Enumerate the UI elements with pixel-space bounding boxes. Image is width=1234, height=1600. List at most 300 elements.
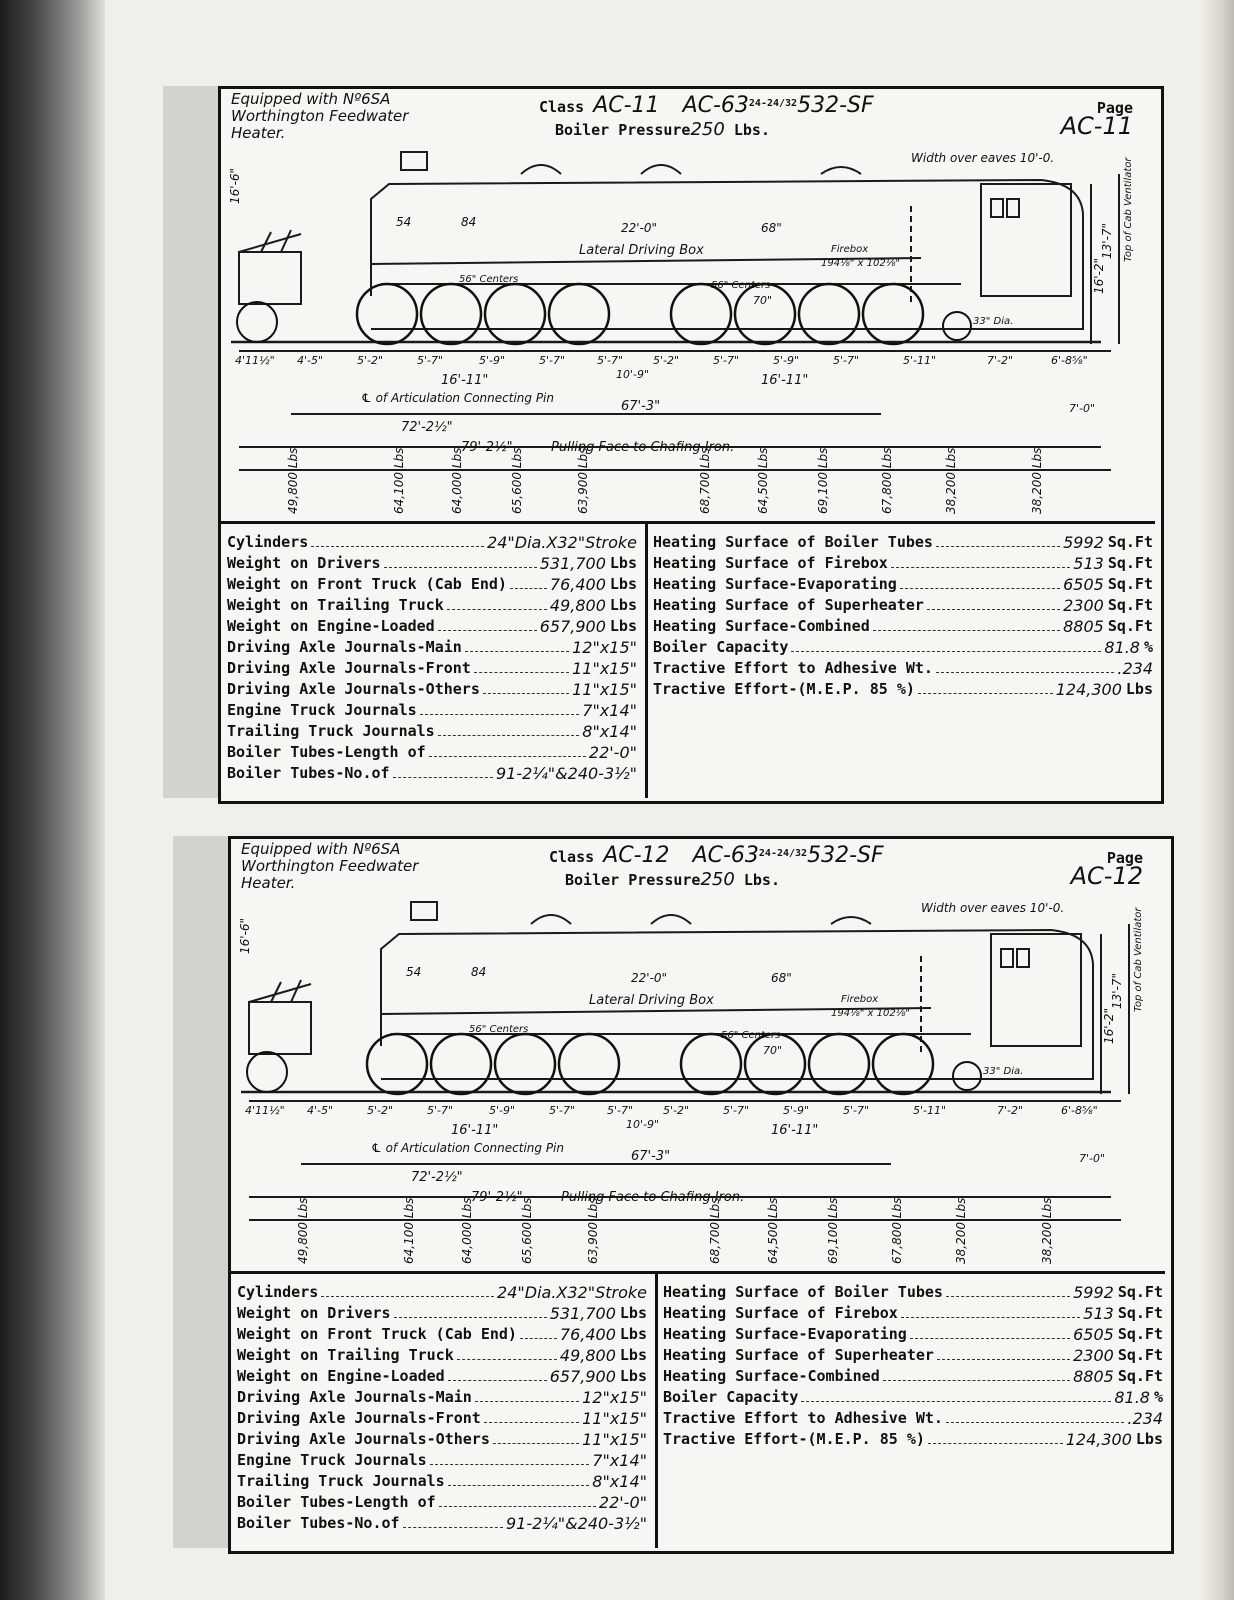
spec-value: 11"x15" [582, 1430, 647, 1449]
spec-label: Weight on Front Truck (Cab End) [227, 575, 507, 593]
spec-unit: Lbs [619, 1346, 647, 1364]
firebox-size: 194⅛" x 102⅛" [831, 1008, 911, 1019]
wheel-dia: 70" [763, 1044, 783, 1057]
spec-label: Cylinders [227, 533, 309, 551]
spec-label: Driving Axle Journals-Others [227, 680, 480, 698]
spec-label: Tractive Effort to Adhesive Wt. [653, 659, 933, 677]
spec-row [663, 1303, 1163, 1324]
spec-value: 657,900 [549, 1367, 616, 1386]
spec-row [653, 532, 1153, 553]
spec-label: Trailing Truck Journals [237, 1472, 445, 1490]
leader-dots [918, 679, 1053, 694]
spec-label: Engine Truck Journals [237, 1451, 427, 1469]
dimensions-table [227, 532, 637, 784]
cab [991, 934, 1081, 1046]
pulling-face-label: Pulling Face to Chafing Iron. [561, 1190, 745, 1205]
dim-54: 54 [396, 215, 412, 229]
locomotive-side-elevation [231, 894, 1165, 1270]
trailing-dia: 33" Dia. [973, 316, 1014, 327]
centers-rear: 56" Centers [721, 1030, 781, 1041]
leader-dots [873, 616, 1060, 631]
spec-unit: Lbs [609, 617, 637, 635]
table-divider [645, 524, 648, 798]
spec-label: Boiler Tubes-Length of [227, 743, 426, 761]
axle-load: 64,500 Lbs [756, 447, 770, 514]
spec-unit: Lbs [619, 1325, 647, 1343]
spec-row [653, 679, 1153, 700]
page-reference [1070, 849, 1143, 890]
spec-value: 531,700 [539, 554, 606, 573]
spec-label: Cylinders [237, 1283, 319, 1301]
spacing: 5'-2" [357, 354, 384, 367]
spec-unit: Sq.Ft [1117, 1283, 1163, 1301]
spec-row [663, 1429, 1163, 1450]
width-eaves-label: Width over eaves 10'-0. [921, 901, 1065, 915]
spec-row [237, 1387, 647, 1408]
spec-unit: % [1153, 1388, 1163, 1406]
dome-1 [531, 915, 571, 924]
articulation-pin-label: ℄ of Articulation Connecting Pin [361, 391, 554, 405]
spec-value: 11"x15" [572, 680, 637, 699]
dim-54: 54 [406, 965, 422, 979]
spacing: 4'-5" [307, 1104, 334, 1117]
overall-length: 79'-2½" [471, 1190, 523, 1205]
spec-value: 2300 [1073, 1346, 1114, 1365]
axle-load: 63,900 Lbs [576, 447, 590, 514]
spec-label: Tractive Effort-(M.E.P. 85 %) [663, 1430, 925, 1448]
height-cab: 13'-7" [1110, 972, 1124, 1009]
spec-value: .234 [1127, 1409, 1163, 1428]
artic-gap: 10'-9" [616, 368, 650, 381]
spec-row [663, 1282, 1163, 1303]
spec-value: 24"Dia.X32"Stroke [487, 533, 637, 552]
spec-row [227, 721, 637, 742]
spec-value: 81.8 [1114, 1388, 1150, 1407]
spec-row [227, 532, 637, 553]
driver-wheel [671, 284, 731, 344]
wheel-dia: 70" [753, 294, 773, 307]
spacing: 5'-2" [367, 1104, 394, 1117]
spec-value: 8805 [1063, 617, 1104, 636]
height-total: 16'-2" [1102, 1007, 1116, 1044]
spec-label: Heating Surface of Boiler Tubes [653, 533, 933, 551]
spacing: 7'-2" [997, 1104, 1024, 1117]
spec-row [653, 658, 1153, 679]
spec-value: 657,900 [539, 617, 606, 636]
dimensions-table [237, 1282, 647, 1534]
spec-label: Driving Axle Journals-Front [237, 1409, 481, 1427]
height-total: 16'-2" [1092, 257, 1106, 294]
leader-dots [910, 1324, 1070, 1339]
spec-unit: Sq.Ft [1107, 596, 1153, 614]
spec-row [237, 1408, 647, 1429]
driver-wheel [431, 1034, 491, 1094]
axle-load: 67,800 Lbs [880, 447, 894, 514]
spec-value: 2300 [1063, 596, 1104, 615]
note-line: Equipped with Nº6SA [241, 840, 401, 858]
spacing: 5'-7" [833, 354, 860, 367]
leader-dots [891, 553, 1070, 568]
axle-load: 69,100 Lbs [826, 1197, 840, 1264]
spec-value: 531,700 [549, 1304, 616, 1323]
spec-row [237, 1450, 647, 1471]
driver-wheel [357, 284, 417, 344]
smokestack [411, 902, 437, 920]
leader-dots [384, 553, 537, 568]
front-truck-wheel [247, 1052, 287, 1092]
leader-dots [946, 1408, 1124, 1423]
spec-row [663, 1345, 1163, 1366]
boiler-pressure [565, 869, 780, 890]
locomotive-card-1 [218, 86, 1164, 804]
spacing: 5'-7" [713, 354, 740, 367]
driver-wheel [735, 284, 795, 344]
spec-label: Driving Axle Journals-Main [227, 638, 462, 656]
driver-wheel [745, 1034, 805, 1094]
axle-load: 64,000 Lbs [460, 1197, 474, 1264]
spec-row [237, 1366, 647, 1387]
spec-label: Heating Surface-Combined [663, 1367, 880, 1385]
spacing: 4'11½" [245, 1104, 285, 1117]
trailing-wheel [953, 1062, 981, 1090]
leader-dots [474, 658, 569, 673]
axle-load: 38,200 Lbs [954, 1197, 968, 1264]
spacing: 7'-2" [987, 354, 1014, 367]
spec-label: Weight on Drivers [237, 1304, 391, 1322]
leader-dots [483, 679, 569, 694]
rear-overhang: 7'-0" [1079, 1152, 1106, 1165]
spacing: 6'-8⅝" [1061, 1104, 1098, 1117]
spec-row [663, 1324, 1163, 1345]
locomotive-card-2 [228, 836, 1174, 1554]
spec-row [227, 763, 637, 784]
spec-value: 8"x14" [582, 722, 637, 741]
spacing: 5'-7" [843, 1104, 870, 1117]
spec-value: 81.8 [1104, 638, 1140, 657]
pulling-face-label: Pulling Face to Chafing Iron. [551, 440, 735, 455]
leader-dots [484, 1408, 579, 1423]
spec-unit: Lbs [1135, 1430, 1163, 1448]
group-rear: 16'-11" [761, 373, 809, 388]
spec-value: 513 [1073, 554, 1104, 573]
driver-wheels [237, 284, 971, 344]
trailing-dia: 33" Dia. [983, 1066, 1024, 1077]
spec-unit: Sq.Ft [1107, 554, 1153, 572]
leader-dots [438, 616, 537, 631]
dome-3 [831, 917, 871, 924]
group-rear: 16'-11" [771, 1123, 819, 1138]
spec-value: 6505 [1073, 1325, 1114, 1344]
spec-unit: Lbs [619, 1304, 647, 1322]
spec-value: 22'-0" [598, 1493, 647, 1512]
class-label: Class [539, 98, 585, 116]
dome-2 [641, 165, 681, 174]
spec-label: Driving Axle Journals-Others [237, 1430, 490, 1448]
class-label: Class [549, 848, 595, 866]
spec-label: Tractive Effort-(M.E.P. 85 %) [653, 680, 915, 698]
axle-load: 67,800 Lbs [890, 1197, 904, 1264]
leader-dots [465, 637, 569, 652]
leader-dots [937, 1345, 1070, 1360]
centers-rear: 56" Centers [711, 280, 771, 291]
spacing: 5'-9" [479, 354, 506, 367]
spacing: 5'-11" [903, 354, 937, 367]
class-title [549, 843, 884, 868]
tender-top [239, 234, 301, 252]
spacing: 5'-9" [489, 1104, 516, 1117]
axle-load: 63,900 Lbs [586, 1197, 600, 1264]
stack-height: 16'-6" [238, 917, 252, 954]
wheel-spacings [245, 1104, 1098, 1117]
spacing: 5'-9" [783, 1104, 810, 1117]
firebox-label: Firebox [831, 244, 869, 255]
spec-label: Boiler Tubes-No.of [237, 1514, 400, 1532]
spec-value: 124,300 [1055, 680, 1122, 699]
feedwater-note [231, 91, 408, 142]
driver-wheel [559, 1034, 619, 1094]
leader-dots [420, 700, 580, 715]
feedwater-note [241, 841, 418, 892]
spec-unit: Sq.Ft [1117, 1325, 1163, 1343]
pressure-unit: Lbs. [743, 871, 780, 889]
tender-frame [239, 252, 301, 304]
spec-unit: Lbs [609, 575, 637, 593]
axle-load: 38,200 Lbs [1030, 447, 1044, 514]
leader-dots [457, 1345, 557, 1360]
spec-value: 5992 [1063, 533, 1104, 552]
leader-dots [928, 1429, 1063, 1444]
spec-row [227, 742, 637, 763]
leader-dots [439, 1492, 596, 1507]
firebox-label: Firebox [841, 994, 879, 1005]
spec-value: 91-2¼"&240-3½" [495, 764, 637, 783]
axle-load: 64,500 Lbs [766, 1197, 780, 1264]
note-line: Heater. [231, 124, 286, 142]
leader-dots [448, 1471, 590, 1486]
spec-value: 11"x15" [572, 659, 637, 678]
spec-label: Weight on Engine-Loaded [227, 617, 435, 635]
type-suffix: 532-SF [797, 93, 874, 118]
spec-row [237, 1513, 647, 1534]
spacing: 5'-7" [549, 1104, 576, 1117]
spacing: 5'-7" [417, 354, 444, 367]
spec-value: 49,800 [559, 1346, 616, 1365]
rear-overhang: 7'-0" [1069, 402, 1096, 415]
spec-row [653, 574, 1153, 595]
page-value: AC-12 [1070, 862, 1143, 890]
dim-22: 22'-0" [621, 221, 658, 235]
spec-unit: % [1143, 638, 1153, 656]
spec-row [663, 1387, 1163, 1408]
spec-unit: Lbs [609, 596, 637, 614]
binding-strip [173, 836, 228, 1548]
spec-row [237, 1492, 647, 1513]
spec-value: 76,400 [549, 575, 606, 594]
boiler-outline [371, 180, 1083, 329]
leader-dots [936, 532, 1060, 547]
leader-dots [936, 658, 1114, 673]
type-code: AC-63 [682, 93, 749, 118]
boiler-pressure [555, 119, 770, 140]
binding-strip [163, 86, 218, 798]
class-name: AC-12 [603, 843, 670, 868]
spec-unit: Sq.Ft [1117, 1346, 1163, 1364]
spec-label: Weight on Drivers [227, 554, 381, 572]
engine-length: 72'-2½" [411, 1170, 463, 1185]
page-edge [1200, 0, 1234, 1600]
page-label: Page [1096, 99, 1133, 117]
spacing: 5'-7" [539, 354, 566, 367]
note-line: Worthington Feedwater [231, 107, 409, 125]
pressure-unit: Lbs. [733, 121, 770, 139]
dim-84: 84 [461, 215, 477, 229]
note-line: Heater. [241, 874, 296, 892]
driver-wheel [681, 1034, 741, 1094]
spacing: 6'-8⅝" [1051, 354, 1088, 367]
spec-value: 12"x15" [572, 638, 637, 657]
type-code: AC-63 [692, 843, 759, 868]
leader-dots [311, 532, 484, 547]
spec-label: Driving Axle Journals-Main [237, 1388, 472, 1406]
leader-dots [448, 1366, 547, 1381]
axle-load: 64,100 Lbs [392, 447, 406, 514]
page-value: AC-11 [1060, 112, 1133, 140]
spec-value: 8"x14" [592, 1472, 647, 1491]
type-suffix: 532-SF [807, 843, 884, 868]
leader-dots [493, 1429, 579, 1444]
axle-load: 68,700 Lbs [708, 1197, 722, 1264]
spacing: 5'-2" [663, 1104, 690, 1117]
spec-label: Driving Axle Journals-Front [227, 659, 471, 677]
dim-68: 68" [761, 221, 782, 235]
spec-label: Engine Truck Journals [227, 701, 417, 719]
axle-load: 65,600 Lbs [520, 1197, 534, 1264]
leader-dots [438, 721, 580, 736]
spacing: 5'-7" [597, 354, 624, 367]
spec-label: Heating Surface-Combined [653, 617, 870, 635]
spacing: 5'-9" [773, 354, 800, 367]
spec-row [653, 616, 1153, 637]
spec-row [237, 1303, 647, 1324]
spec-row [663, 1408, 1163, 1429]
spec-row [237, 1471, 647, 1492]
specifications [221, 521, 1155, 798]
heating-surface-table [663, 1282, 1163, 1450]
pressure-label: Boiler Pressure [555, 121, 691, 139]
spec-row [227, 658, 637, 679]
spec-row [237, 1324, 647, 1345]
spec-label: Weight on Engine-Loaded [237, 1367, 445, 1385]
dome-2 [651, 915, 691, 924]
note-line: Worthington Feedwater [241, 857, 419, 875]
lateral-box-label: Lateral Driving Box [579, 243, 704, 258]
spec-row [227, 616, 637, 637]
spec-row [227, 637, 637, 658]
spec-row [227, 553, 637, 574]
wheel-spacings [235, 354, 1088, 367]
leader-dots [900, 574, 1060, 589]
stack-height: 16'-6" [228, 167, 242, 204]
top-of-cab-label: Top of Cab Ventilator [1133, 907, 1144, 1012]
spec-row [663, 1366, 1163, 1387]
wheelbase-value: 67'-3" [631, 1149, 671, 1164]
leader-dots [430, 1450, 590, 1465]
leader-dots [447, 595, 547, 610]
type-fraction: 24-24/32 [748, 98, 798, 109]
spec-value: 5992 [1073, 1283, 1114, 1302]
axle-load: 68,700 Lbs [698, 447, 712, 514]
spec-value: 11"x15" [582, 1409, 647, 1428]
spec-row [227, 700, 637, 721]
spec-row [227, 574, 637, 595]
overall-length: 79'-2½" [461, 440, 513, 455]
spec-label: Heating Surface of Firebox [653, 554, 888, 572]
spec-unit: Lbs [619, 1367, 647, 1385]
spec-value: 76,400 [559, 1325, 616, 1344]
pressure-label: Boiler Pressure [565, 871, 701, 889]
leader-dots [801, 1387, 1111, 1402]
book-binding-shadow [0, 0, 105, 1600]
axle-load: 64,100 Lbs [402, 1197, 416, 1264]
driver-wheel [809, 1034, 869, 1094]
spec-unit: Sq.Ft [1107, 617, 1153, 635]
group-front: 16'-11" [451, 1123, 499, 1138]
leader-dots [946, 1282, 1070, 1297]
driver-wheel [873, 1034, 933, 1094]
driver-wheel [495, 1034, 555, 1094]
spec-label: Trailing Truck Journals [227, 722, 435, 740]
page-reference [1060, 99, 1133, 140]
spacing: 4'-5" [297, 354, 324, 367]
spec-label: Boiler Capacity [653, 638, 789, 656]
spec-row [227, 679, 637, 700]
smokestack [401, 152, 427, 170]
spec-row [237, 1345, 647, 1366]
spec-label: Heating Surface of Superheater [663, 1346, 934, 1364]
spacing: 5'-7" [607, 1104, 634, 1117]
trailing-wheel [943, 312, 971, 340]
spec-value: 91-2¼"&240-3½" [505, 1514, 647, 1533]
page-label: Page [1106, 849, 1143, 867]
spacing: 4'11½" [235, 354, 275, 367]
spec-label: Heating Surface of Firebox [663, 1304, 898, 1322]
type-fraction: 24-24/32 [758, 848, 808, 859]
driver-wheel [367, 1034, 427, 1094]
spec-label: Boiler Tubes-Length of [237, 1493, 436, 1511]
spec-unit: Sq.Ft [1107, 575, 1153, 593]
spec-label: Boiler Capacity [663, 1388, 799, 1406]
axle-load: 38,200 Lbs [944, 447, 958, 514]
spec-unit: Sq.Ft [1107, 533, 1153, 551]
spec-row [653, 553, 1153, 574]
spec-unit: Sq.Ft [1117, 1304, 1163, 1322]
leader-dots [901, 1303, 1080, 1318]
class-name: AC-11 [593, 93, 660, 118]
spec-unit: Sq.Ft [1117, 1367, 1163, 1385]
spec-label: Weight on Trailing Truck [227, 596, 444, 614]
leader-dots [403, 1513, 503, 1528]
leader-dots [393, 763, 493, 778]
spec-value: 24"Dia.X32"Stroke [497, 1283, 647, 1302]
pressure-value: 250 [700, 869, 735, 890]
axle-load: 64,000 Lbs [450, 447, 464, 514]
driver-wheel [799, 284, 859, 344]
leader-dots [520, 1324, 557, 1339]
leader-dots [927, 595, 1060, 610]
boiler-outline [381, 930, 1093, 1079]
heating-surface-table [653, 532, 1153, 700]
table-divider [655, 1274, 658, 1548]
